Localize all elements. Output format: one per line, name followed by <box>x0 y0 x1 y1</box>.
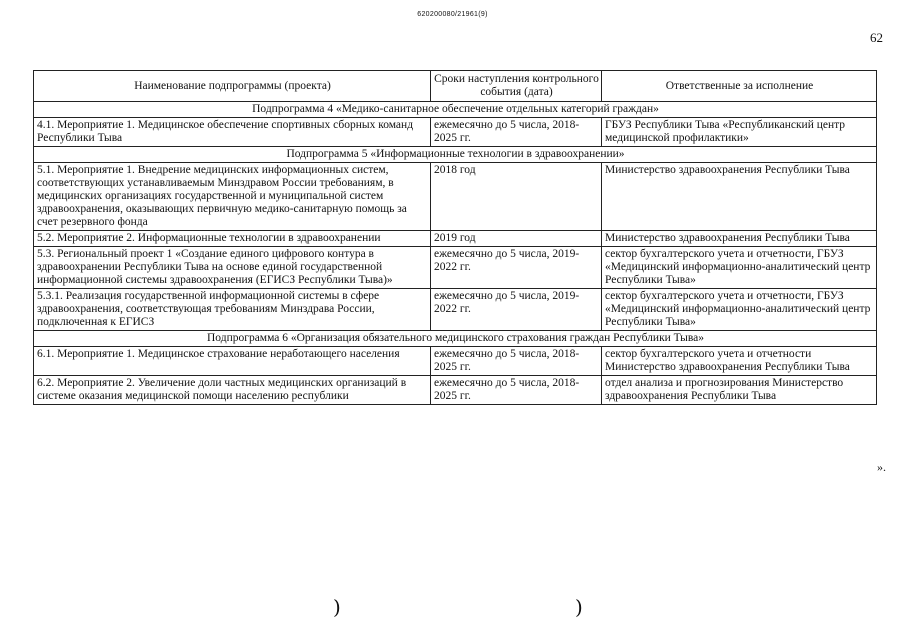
cell-subprogram-name: 5.3.1. Реализация государственной информационной системы в сфере здравоохранения, соответствующая требованиям Минздрава России, подключенная к ЕГИСЗ <box>34 289 431 331</box>
closing-quote: ». <box>877 460 886 474</box>
section-header-row <box>34 102 877 118</box>
table-row <box>34 376 877 405</box>
program-table <box>33 70 877 405</box>
cell-responsible: Министерство здравоохранения Республики Тыва <box>602 231 877 247</box>
document-id: 620200080/21961(9) <box>417 11 488 18</box>
table-header-row <box>34 71 877 102</box>
cell-subprogram-name: 5.2. Мероприятие 2. Информационные технологии в здравоохранении <box>34 231 431 247</box>
cell-deadline: 2019 год <box>431 231 602 247</box>
table-row <box>34 289 877 331</box>
cell-responsible: отдел анализа и прогнозирования Министерство здравоохранения Республики Тыва <box>602 376 877 405</box>
bottom-mark-right: ) <box>575 595 583 619</box>
table-row <box>34 347 877 376</box>
cell-responsible: сектор бухгалтерского учета и отчетности, ГБУЗ «Медицинский информационно-аналитический центр Республики Тыва» <box>602 247 877 289</box>
header-deadline: Сроки наступления контрольного события (дата) <box>431 71 602 102</box>
page-number: 62 <box>870 30 883 45</box>
table-body <box>34 102 877 405</box>
cell-responsible: Министерство здравоохранения Республики Тыва <box>602 163 877 231</box>
section-title: Подпрограмма 5 «Информационные технологии в здравоохранении» <box>34 147 877 163</box>
table-row <box>34 231 877 247</box>
cell-responsible: сектор бухгалтерского учета и отчетности Министерство здравоохранения Республики Тыва <box>602 347 877 376</box>
cell-deadline: ежемесячно до 5 числа, 2019-2022 гг. <box>431 289 602 331</box>
section-title: Подпрограмма 4 «Медико-санитарное обеспечение отдельных категорий граждан» <box>34 102 877 118</box>
cell-deadline: ежемесячно до 5 числа, 2018-2025 гг. <box>431 347 602 376</box>
table-row <box>34 118 877 147</box>
cell-subprogram-name: 5.3. Региональный проект 1 «Создание единого цифрового контура в здравоохранении Республики Тыва на основе единой государственной информационной системы здравоохранения (ЕГИСЗ Республики Тыва)» <box>34 247 431 289</box>
table-row <box>34 247 877 289</box>
cell-deadline: 2018 год <box>431 163 602 231</box>
cell-deadline: ежемесячно до 5 числа, 2018-2025 гг. <box>431 118 602 147</box>
cell-subprogram-name: 5.1. Мероприятие 1. Внедрение медицинских информационных систем, соответствующих устанавливаемым Минздравом России требованиям, в медицинских организациях государственной и муниципальной систем здравоохранения, оказывающих первичную медико-санитарную помощь за счет резервного фонда <box>34 163 431 231</box>
cell-subprogram-name: 6.1. Мероприятие 1. Медицинское страхование неработающего населения <box>34 347 431 376</box>
table-row <box>34 163 877 231</box>
section-header-row <box>34 331 877 347</box>
cell-responsible: ГБУЗ Республики Тыва «Республиканский центр медицинской профилактики» <box>602 118 877 147</box>
header-subprogram-name: Наименование подпрограммы (проекта) <box>34 71 431 102</box>
section-title: Подпрограмма 6 «Организация обязательного медицинского страхования граждан Республики Тыва» <box>34 331 877 347</box>
bottom-mark-left: ) <box>333 595 341 619</box>
section-header-row <box>34 147 877 163</box>
cell-deadline: ежемесячно до 5 числа, 2018-2025 гг. <box>431 376 602 405</box>
header-responsible: Ответственные за исполнение <box>602 71 877 102</box>
cell-subprogram-name: 6.2. Мероприятие 2. Увеличение доли частных медицинских организаций в системе оказания медицинской помощи населению республики <box>34 376 431 405</box>
cell-responsible: сектор бухгалтерского учета и отчетности, ГБУЗ «Медицинский информационно-аналитический центр Республики Тыва» <box>602 289 877 331</box>
cell-subprogram-name: 4.1. Мероприятие 1. Медицинское обеспечение спортивных сборных команд Республики Тыва <box>34 118 431 147</box>
cell-deadline: ежемесячно до 5 числа, 2019-2022 гг. <box>431 247 602 289</box>
